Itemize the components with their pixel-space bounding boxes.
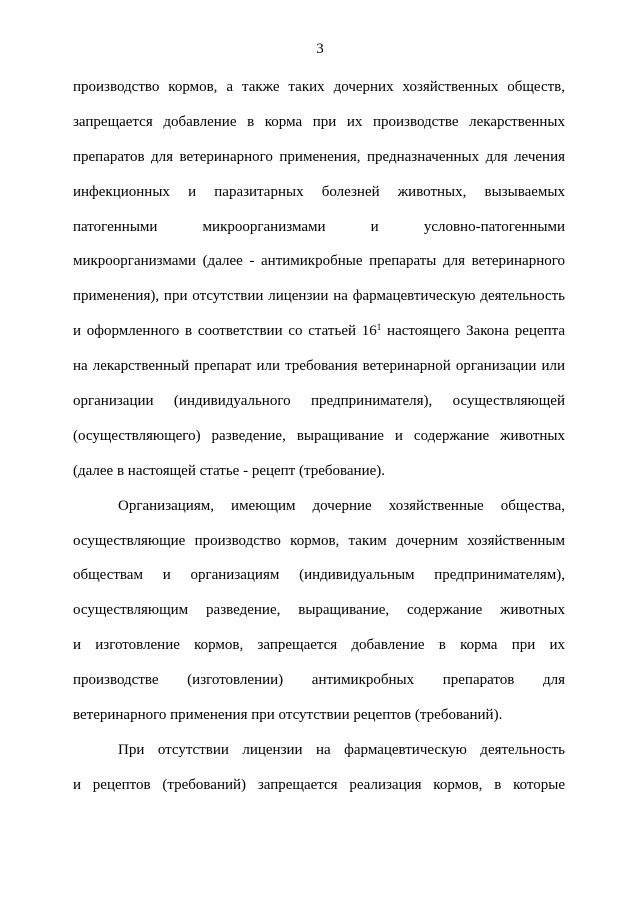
text-line: инфекционных и паразитарных болезней животных, вызываемых	[73, 183, 565, 200]
text-line: микроорганизмами (далее - антимикробные препараты для ветеринарного	[73, 253, 565, 270]
text-line: и изготовление кормов, запрещается добавление в корма при их	[73, 637, 565, 654]
text-line: производство кормов, а также таких дочерних хозяйственных обществ,	[73, 79, 565, 95]
text-line: запрещается добавление в корма при их производстве лекарственных	[73, 113, 565, 130]
text-line: патогенными микроорганизмами и условно-патогенными	[73, 218, 565, 235]
page-number: 3	[316, 41, 324, 57]
text-line: При отсутствии лицензии на фармацевтическую деятельность	[118, 741, 565, 758]
text-line: осуществляющие производство кормов, таким дочерним хозяйственным	[73, 532, 565, 549]
text-segment: настоящего Закона рецепта	[381, 323, 566, 340]
text-line: осуществляющим разведение, выращивание, содержание животных	[73, 602, 565, 619]
text-line: применения), при отсутствии лицензии на фармацевтическую деятельность	[73, 288, 565, 305]
text-line: ветеринарного применения при отсутствии рецептов (требований).	[73, 707, 503, 724]
text-line: на лекарственный препарат или требования ветеринарной организации или	[73, 358, 565, 375]
text-line: производстве (изготовлении) антимикробных препаратов для	[73, 672, 565, 689]
text-line: (далее в настоящей статье - рецепт (требование).	[73, 462, 386, 479]
text-line: обществам и организациям (индивидуальным предпринимателям),	[73, 567, 565, 584]
paragraph-2	[73, 492, 565, 736]
paragraph-3	[73, 736, 565, 806]
text-line: (осуществляющего) разведение, выращивание и содержание животных	[73, 427, 565, 444]
superscript: 1	[376, 322, 382, 333]
text-line: организации (индивидуального предпринимателя), осуществляющей	[73, 393, 565, 410]
text-segment: и оформленного в соответствии со статьей 16	[73, 323, 377, 340]
document-body	[73, 73, 565, 806]
paragraph-1	[73, 73, 565, 492]
text-line-with-footnote	[73, 317, 565, 352]
text-line: и рецептов (требований) запрещается реализация кормов, в которые	[73, 776, 565, 793]
text-line: Организациям, имеющим дочерние хозяйственные общества,	[118, 497, 565, 514]
text-line: препаратов для ветеринарного применения, предназначенных для лечения	[73, 148, 565, 165]
